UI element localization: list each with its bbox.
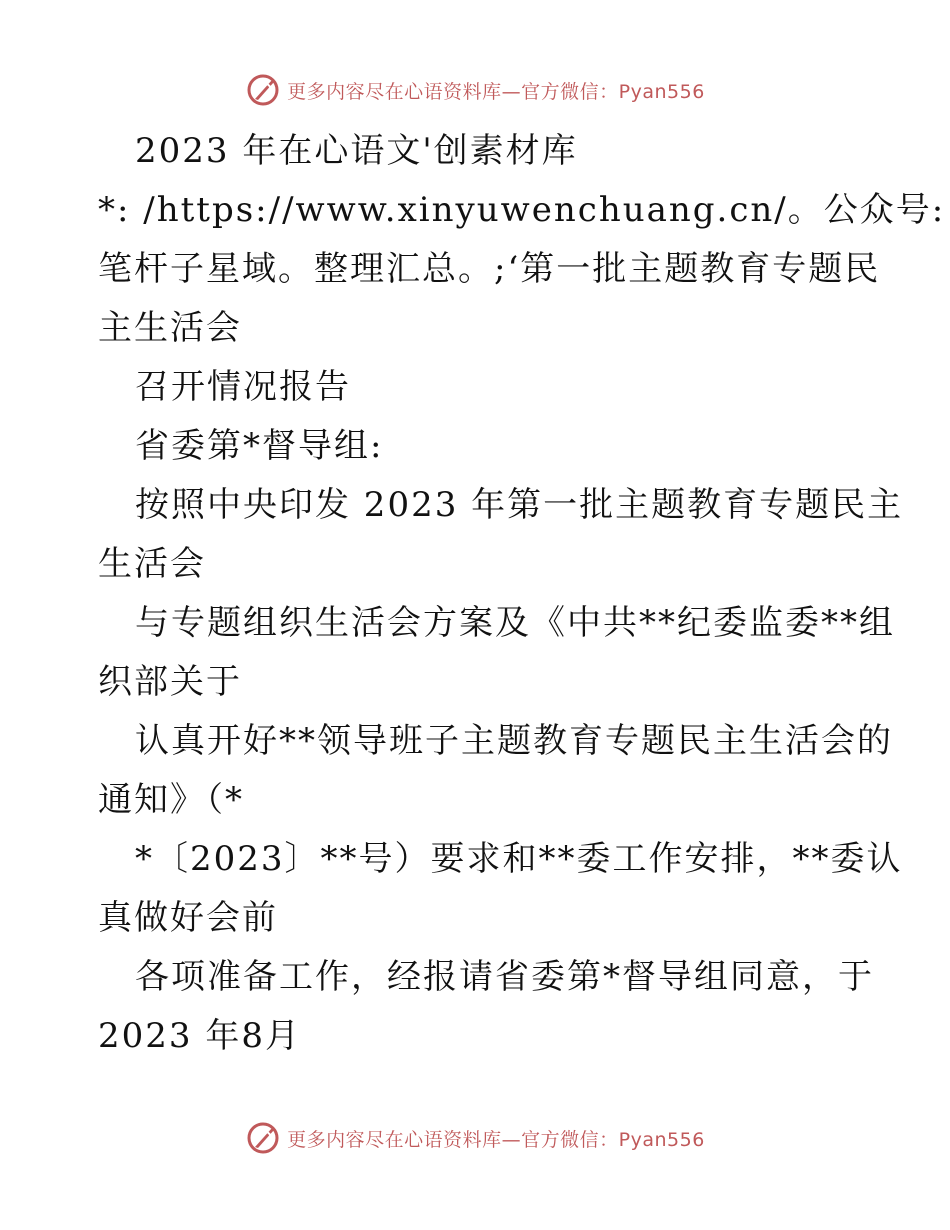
text-line: 真做好会前 (98, 898, 278, 938)
text-line: 织部关于 (98, 662, 242, 702)
footer-banner-text: 更多内容尽在心语资料库—官方微信：Pyan556 (287, 1128, 705, 1151)
document-body (98, 122, 946, 1066)
text-line: 生活会 (98, 544, 206, 584)
text-line: 笔杆子星域。整理汇总。;‘第一批主题教育专题民 (98, 249, 881, 289)
text-line: *: /https://www.xinyuwenchuang.cn/。公众号: (98, 190, 946, 230)
header-banner (0, 68, 950, 112)
text-line: 2023 年在心语文'创素材库 (135, 131, 578, 171)
header-banner-text: 更多内容尽在心语资料库—官方微信：Pyan556 (287, 80, 705, 103)
text-line: 2023 年8月 (98, 1016, 301, 1056)
text-line: 召开情况报告 (135, 367, 351, 407)
quill-pen-circle-icon (245, 1120, 281, 1156)
quill-pen-circle-icon (245, 72, 281, 108)
text-line: *〔2023〕**号）要求和**委工作安排，**委认 (135, 839, 903, 879)
text-line: 与专题组织生活会方案及《中共**纪委监委**组 (135, 603, 895, 643)
footer-banner (0, 1116, 950, 1160)
text-line: 认真开好**领导班子主题教育专题民主生活会的 (135, 721, 893, 761)
text-line: 省委第*督导组: (135, 426, 384, 466)
text-line: 主生活会 (98, 308, 242, 348)
text-line: 各项准备工作，经报请省委第*督导组同意，于 (135, 957, 874, 997)
text-line: 按照中央印发 2023 年第一批主题教育专题民主 (135, 485, 904, 525)
text-line: 通知》（* (98, 780, 244, 820)
